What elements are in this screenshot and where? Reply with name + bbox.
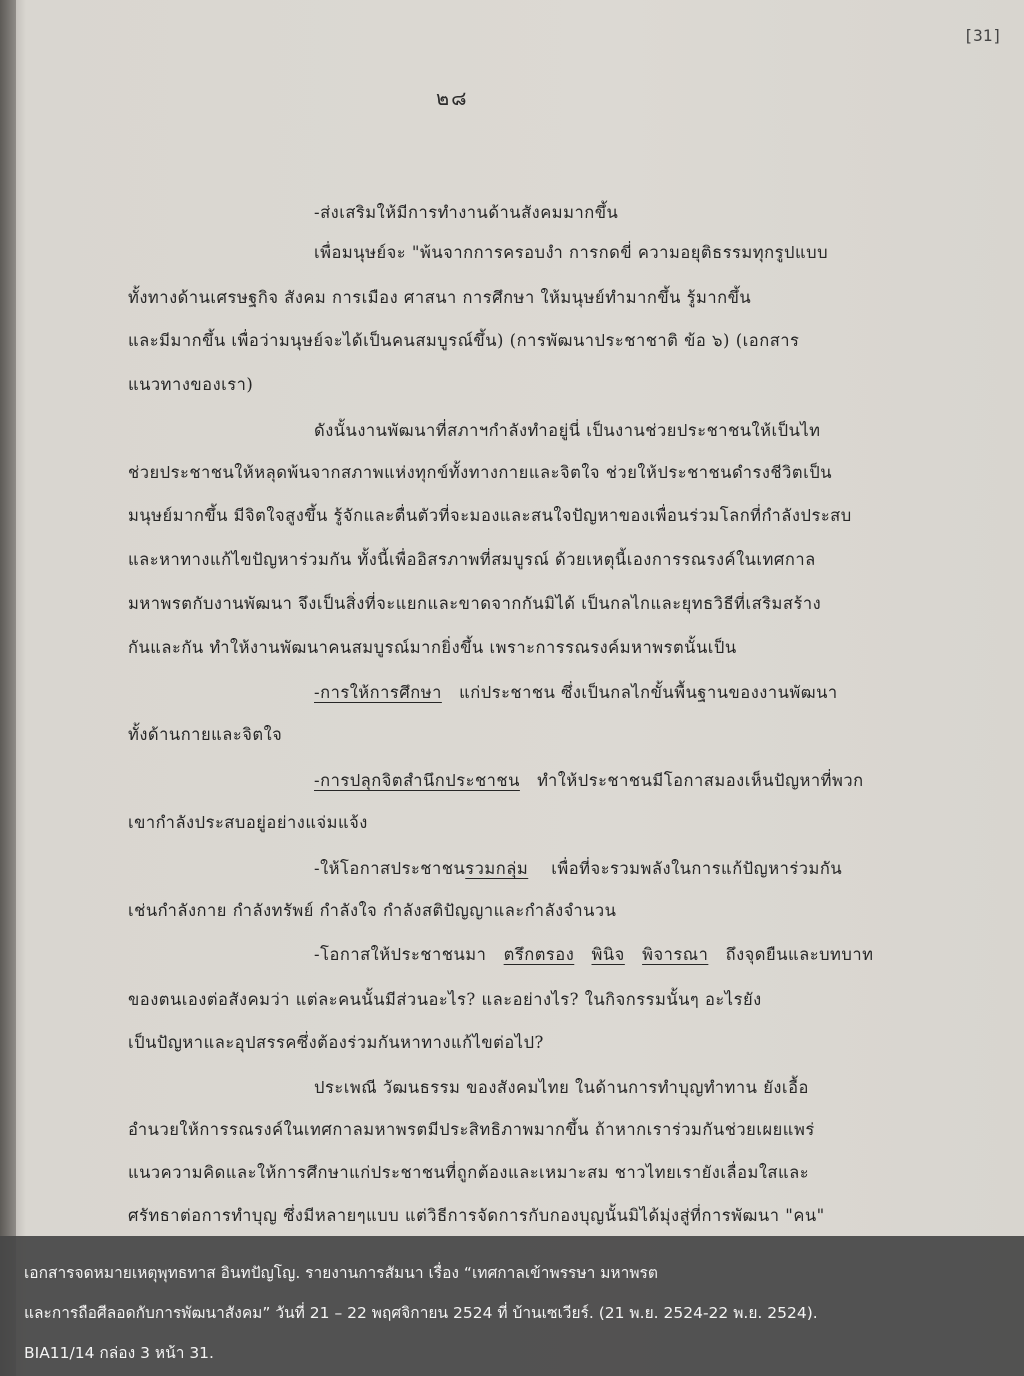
line-text: เพื่อที่จะรวมพลังในการแก้ปัญหาร่วมกัน <box>551 859 843 878</box>
text-line: เป็นปัญหาและอุปสรรคซึ่งต้องร่วมกันหาทางแก้ไขต่อไป? <box>128 1033 544 1052</box>
text-line: ศรัทธาต่อการทำบุญ ซึ่งมีหลายๆแบบ แต่วิธีการจัดการกับกองบุญนั้นมิได้มุ่งสู่ที่การพัฒนา "คน" <box>128 1206 825 1225</box>
page-number: ๒๘ <box>436 86 469 110</box>
underlined-term: พิจารณา <box>642 945 709 964</box>
text-line <box>314 680 838 706</box>
text-line: ของตนเองต่อสังคมว่า แต่ละคนนั้นมีส่วนอะไร? และอย่างไร? ในกิจกรรมนั้นๆ อะไรยัง <box>128 990 762 1009</box>
archive-page-mark: [31] <box>963 26 1002 45</box>
line-text: ทำให้ประชาชนมีโอกาสมองเห็นปัญหาที่พวก <box>537 771 864 790</box>
underlined-term: -การปลุกจิตสำนึกประชาชน <box>314 771 520 790</box>
underlined-term: รวมกลุ่ม <box>465 859 529 878</box>
text-line: ประเพณี วัฒนธรรม ของสังคมไทย ในด้านการทำบุญทำทาน ยังเอื้อ <box>314 1078 809 1097</box>
underlined-term: -การให้การศึกษา <box>314 683 442 702</box>
text-line: -ส่งเสริมให้มีการทำงานด้านสังคมมากขึ้น <box>314 203 619 222</box>
text-line: เพื่อมนุษย์จะ "พ้นจากการครอบงำ การกดขี่ ความอยุติธรรมทุกรูปแบบ <box>314 243 829 262</box>
text-line: ช่วยประชาชนให้หลุดพ้นจากสภาพแห่งทุกข์ทั้งทางกายและจิตใจ ช่วยให้ประชาชนดำรงชีวิตเป็น <box>128 463 832 482</box>
text-line: และหาทางแก้ไขปัญหาร่วมกัน ทั้งนี้เพื่ออิสรภาพที่สมบูรณ์ ด้วยเหตุนี้เองการรณรงค์ในเทศกาล <box>128 550 816 569</box>
text-line: ทั้งด้านกายและจิตใจ <box>128 725 283 744</box>
text-line: และมีมากขึ้น เพื่อว่ามนุษย์จะได้เป็นคนสมบูรณ์ขึ้น) (การพัฒนาประชาชาติ ข้อ ๖) (เอกสาร <box>128 331 800 350</box>
caption-line: BIA11/14 กล่อง 3 หน้า 31. <box>24 1344 214 1362</box>
text-line: มนุษย์มากขึ้น มีจิตใจสูงขึ้น รู้จักและตื่นตัวที่จะมองและสนใจปัญหาของเพื่อนร่วมโลกที่กำลังประสบ <box>128 506 852 525</box>
text-line: เขากำลังประสบอยู่อย่างแจ่มแจ้ง <box>128 813 368 832</box>
text-line: อำนวยให้การรณรงค์ในเทศกาลมหาพรตมีประสิทธิภาพมากขึ้น ถ้าหากเราร่วมกันช่วยเผยแพร่ <box>128 1120 815 1139</box>
text-line: ทั้งทางด้านเศรษฐกิจ สังคม การเมือง ศาสนา การศึกษา ให้มนุษย์ทำมากขึ้น รู้มากขึ้น <box>128 288 752 307</box>
caption-overlay <box>0 1236 1024 1376</box>
line-text: -โอกาสให้ประชาชนมา <box>314 945 487 964</box>
text-line: เช่นกำลังกาย กำลังทรัพย์ กำลังใจ กำลังสติปัญญาและกำลังจำนวน <box>128 901 617 920</box>
text-line: แนวทางของเรา) <box>128 375 254 394</box>
text-line: กันและกัน ทำให้งานพัฒนาคนสมบูรณ์มากยิ่งขึ้น เพราะการรณรงค์มหาพรตนั้นเป็น <box>128 638 737 657</box>
line-text: -ให้โอกาสประชาชน <box>314 859 466 878</box>
line-text: ถึงจุดยืนและบทบาท <box>725 945 874 964</box>
text-line <box>314 768 864 794</box>
underlined-term: พินิจ <box>591 945 625 964</box>
caption-line: และการถือศีลอดกับการพัฒนาสังคม” วันที่ 21 – 22 พฤศจิกายน 2524 ที่ บ้านเซเวียร์. (21 พ.ย. 2524-22 พ.ย. 2524). <box>24 1304 818 1322</box>
book-spine-shadow <box>0 0 16 1376</box>
line-text: แก่ประชาชน ซึ่งเป็นกลไกขั้นพื้นฐานของงานพัฒนา <box>459 683 838 702</box>
text-line: ดังนั้นงานพัฒนาที่สภาฯกำลังทำอยู่นี่ เป็นงานช่วยประชาชนให้เป็นไท <box>314 421 821 440</box>
underlined-term: ตรึกตรอง <box>503 945 575 964</box>
text-line <box>314 942 874 968</box>
text-line: มหาพรตกับงานพัฒนา จึงเป็นสิ่งที่จะแยกและขาดจากกันมิได้ เป็นกลไกและยุทธวิธีที่เสริมสร้าง <box>128 594 822 613</box>
text-line: แนวความคิดและให้การศึกษาแก่ประชาชนที่ถูกต้องและเหมาะสม ชาวไทยเรายังเลื่อมใสและ <box>128 1163 810 1182</box>
caption-line: เอกสารจดหมายเหตุพุทธทาส อินทปัญโญ. รายงานการสัมนา เรื่อง “เทศกาลเข้าพรรษา มหาพรต <box>24 1264 658 1282</box>
text-line <box>314 856 842 882</box>
